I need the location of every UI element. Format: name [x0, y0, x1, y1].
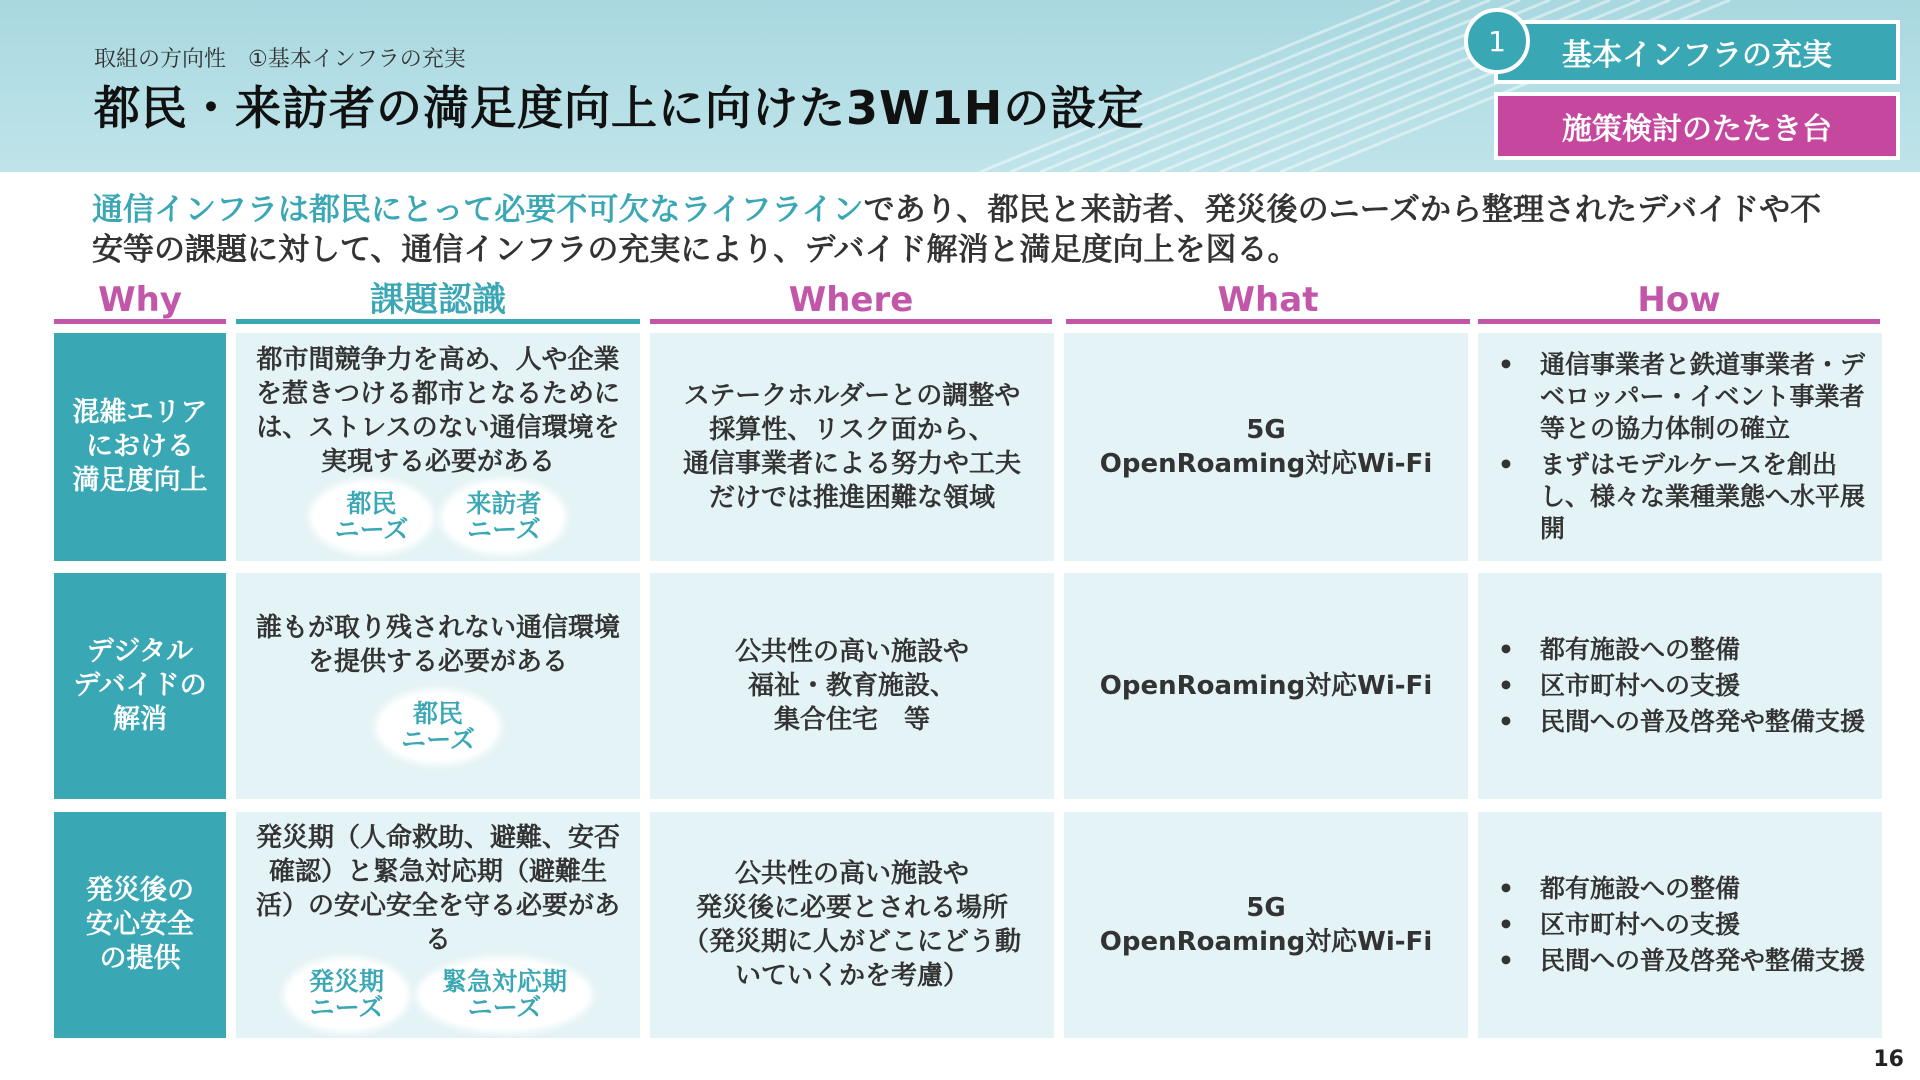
row-3-why: 発災後の 安心安全 の提供 — [54, 812, 226, 1038]
lead-text — [92, 190, 1852, 270]
row-1-issue-text: 都市間競争力を高め、人や企業を惹きつける都市となるためには、ストレスのない通信環境を実現する必要がある — [255, 345, 620, 477]
needs-bubble: 発災期 ニーズ — [287, 961, 406, 1029]
lead-highlight: 通信インフラは都民にとって必要不可欠なライフライン — [92, 192, 864, 228]
needs-bubble: 来訪者 ニーズ — [444, 483, 563, 551]
row-3-how-list — [1478, 869, 1881, 981]
row-3-how — [1478, 812, 1882, 1038]
column-header-what: What — [1066, 280, 1470, 324]
list-item: • 区市町村への支援 — [1478, 670, 1865, 702]
badge-number: 1 — [1464, 8, 1530, 74]
list-item: • 区市町村への支援 — [1478, 909, 1865, 941]
column-header-issue: 課題認識 — [236, 280, 640, 324]
badge-category: 基本インフラの充実 — [1494, 20, 1900, 84]
row-2-how — [1478, 573, 1882, 799]
row-1-why: 混雑エリア における 満足度向上 — [54, 333, 226, 561]
needs-bubble: 緊急対応期 ニーズ — [420, 961, 589, 1029]
badge-draft-label: 施策検討のたたき台 — [1494, 92, 1900, 160]
row-3-needs — [287, 961, 589, 1029]
column-header-where: Where — [650, 280, 1052, 324]
row-1-needs — [313, 483, 564, 551]
row-1-how-list — [1478, 345, 1882, 549]
list-item: • まずはモデルケースを創出し、様々な業種業態へ水平展開 — [1478, 449, 1866, 545]
row-1-how — [1478, 333, 1882, 561]
row-3-what: 5G OpenRoaming対応Wi-Fi — [1064, 812, 1468, 1038]
lead-rest: であり、都民と来訪者、発災後のニーズから整理されたデバイドや不安等の課題に対して、通信インフラの充実により、デバイド解消と満足度向上を図る。 — [92, 192, 1822, 268]
list-item: • 都有施設への整備 — [1478, 634, 1865, 666]
list-item: • 都有施設への整備 — [1478, 873, 1865, 905]
list-item: • 通信事業者と鉄道事業者・デベロッパー・イベント事業者等との協力体制の確立 — [1478, 349, 1866, 445]
column-header-how: How — [1478, 280, 1880, 324]
page-number: 16 — [1873, 1047, 1904, 1072]
badge-area — [1464, 8, 1910, 160]
row-2-how-list — [1478, 630, 1881, 742]
row-2-where: 公共性の高い施設や 福祉・教育施設、 集合住宅 等 — [650, 573, 1054, 799]
row-2-issue — [236, 573, 640, 799]
row-2-issue-text: 誰もが取り残されない通信環境を提供する必要がある — [255, 613, 620, 677]
row-1-where: ステークホルダーとの調整や 採算性、リスク面から、 通信事業者による努力や工夫 だけでは推進困難な領域 — [650, 333, 1054, 561]
row-3-where: 公共性の高い施設や 発災後に必要とされる場所 （発災期に人がどこにどう動 いていくかを考慮） — [650, 812, 1054, 1038]
row-2-needs — [379, 693, 497, 761]
page-subtitle: 取組の方向性 ①基本インフラの充実 — [94, 47, 466, 72]
row-1-issue — [236, 333, 640, 561]
needs-bubble: 都民 ニーズ — [313, 483, 431, 551]
row-3-issue-text: 発災期（人命救助、避難、安否確認）と緊急対応期（避難生活）の安心安全を守る必要がある — [255, 823, 620, 955]
needs-bubble: 都民 ニーズ — [379, 693, 497, 761]
row-3-issue — [236, 812, 640, 1038]
column-header-why: Why — [54, 280, 226, 324]
list-item: • 民間への普及啓発や整備支援 — [1478, 706, 1865, 738]
list-item: • 民間への普及啓発や整備支援 — [1478, 945, 1865, 977]
page-title: 都民・来訪者の満足度向上に向けた3W1Hの設定 — [94, 81, 1145, 135]
row-1-what: 5G OpenRoaming対応Wi-Fi — [1064, 333, 1468, 561]
row-2-what: OpenRoaming対応Wi-Fi — [1064, 573, 1468, 799]
row-2-why: デジタル デバイドの 解消 — [54, 573, 226, 799]
